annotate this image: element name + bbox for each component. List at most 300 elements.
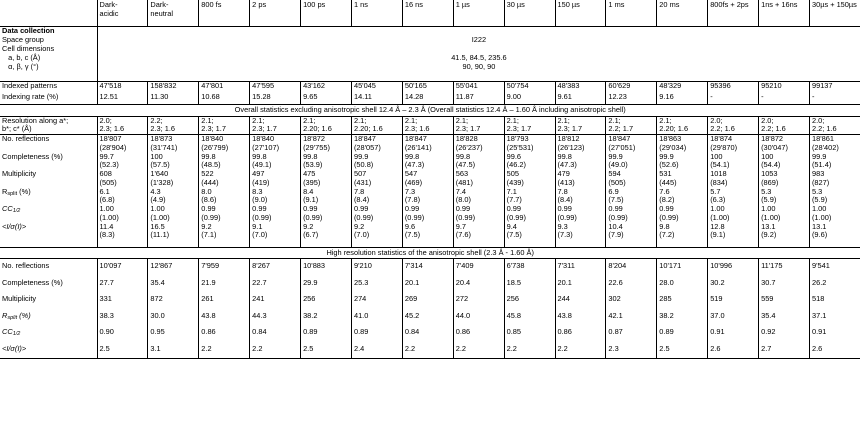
cell-line: 0.99: [659, 204, 674, 214]
cell: 43.8: [555, 309, 606, 326]
cell: [809, 223, 860, 241]
cell: [504, 116, 555, 135]
cell-line: (6.7): [303, 230, 319, 240]
cell: [708, 116, 759, 135]
cell: [606, 188, 657, 206]
cell-line: 9.3: [557, 221, 568, 231]
cell: [555, 153, 606, 171]
cell-line: 2.1;: [404, 115, 418, 125]
cell: 256: [301, 292, 352, 309]
cell: 30.7: [759, 276, 810, 293]
cell: 25.3: [351, 276, 402, 293]
cell: 2.6: [809, 342, 860, 359]
cell-line: (9.1): [303, 195, 319, 205]
cell-line: 2.1;: [659, 115, 672, 125]
cell: 38.3: [97, 309, 148, 326]
cell: [97, 223, 148, 241]
cell-line: 30µs + 150µs: [811, 0, 857, 9]
cell-line: (30'047): [761, 142, 788, 152]
table-row: [0, 93, 860, 105]
cell: 274: [351, 292, 402, 309]
cell-line: 983: [811, 169, 825, 179]
cell: [351, 116, 402, 135]
cell-line: 16.5: [150, 221, 165, 231]
cell: 10'171: [657, 259, 708, 276]
cell: [199, 170, 250, 188]
cell: [504, 188, 555, 206]
row-label: Multiplicity: [2, 294, 37, 304]
cell-line: 2 ps: [252, 0, 267, 9]
cell: 158'832: [148, 82, 199, 94]
cell-line: 2.1;: [201, 115, 214, 125]
cell-line: (0.99): [252, 212, 272, 222]
section-title: High resolution statistics of the anisotropic shell (2.3 Å - 1.60 Å): [326, 247, 534, 257]
cell: [759, 170, 810, 188]
cell: 43.8: [199, 309, 250, 326]
cell-line: (46.2): [506, 160, 526, 170]
cell: [199, 153, 250, 171]
cell-line: (52.3): [99, 160, 119, 170]
cell: [809, 116, 860, 135]
column-header: [453, 0, 504, 27]
cell: 45'045: [351, 82, 402, 94]
cell-line: 1.00: [761, 204, 776, 214]
row-label: Data collection: [2, 26, 55, 35]
cell-line: 7.3: [404, 186, 416, 196]
cell: [759, 153, 810, 171]
cell: [555, 223, 606, 241]
table-row: [0, 309, 860, 326]
cell: 0.89: [301, 325, 352, 342]
cell: [250, 135, 301, 153]
cell-line: 1.00: [710, 204, 725, 214]
cell-line: 99.9: [659, 151, 674, 161]
cell: [351, 223, 402, 241]
cell: [402, 135, 453, 153]
spacer: [759, 240, 810, 247]
cell-line: (7.5): [608, 195, 624, 205]
cell: 8'204: [606, 259, 657, 276]
cell-line: 2.20; 1.6: [659, 124, 689, 134]
cell-line: (7.5): [404, 230, 421, 240]
label-text: CC: [2, 204, 13, 214]
cell-line: (47.3): [404, 160, 425, 170]
cell: [555, 170, 606, 188]
cell: 37.0: [708, 309, 759, 326]
cell-line: 100 ps: [303, 0, 326, 9]
cell: [708, 170, 759, 188]
cell-line: 13.1: [811, 221, 827, 231]
cell-line: 11.4: [99, 221, 114, 231]
cell: 35.4: [759, 309, 810, 326]
cell: 0.86: [453, 325, 504, 342]
cell: [148, 188, 199, 206]
cell: 0.92: [759, 325, 810, 342]
row-label: Indexed patterns: [2, 81, 58, 90]
cell-line: Multiplicity: [2, 169, 37, 179]
cell: 9.61: [555, 93, 606, 105]
cell-line: 1.00: [811, 204, 827, 214]
cell: [606, 205, 657, 223]
cell-line: 18'847: [353, 134, 376, 144]
cell: [148, 116, 199, 135]
cell-line: 99.8: [303, 151, 318, 161]
spacer: [199, 240, 250, 247]
cell-line: (28'402): [811, 142, 839, 152]
cell: [199, 188, 250, 206]
cell-line: 547: [404, 169, 418, 179]
cell-line: (53.9): [303, 160, 323, 170]
column-header: [555, 0, 606, 27]
row-label: Cell dimensions: [2, 44, 55, 53]
row-label: [0, 309, 97, 326]
cell: 2.2: [453, 342, 504, 359]
cell-line: 18'861: [811, 134, 834, 144]
cell: 2.5: [657, 342, 708, 359]
data-collection-row: [0, 36, 860, 45]
cell: [504, 223, 555, 241]
cell-line: (7.0): [353, 230, 370, 240]
cell: [657, 205, 708, 223]
cell-line: 99.9: [608, 151, 623, 161]
row-value: 90, 90, 90: [97, 63, 860, 72]
cell: [708, 135, 759, 153]
cell-line: 2.1;: [455, 115, 469, 125]
cell-line: 2.20; 1.6: [303, 124, 332, 134]
spacer: [809, 240, 860, 247]
cell: 2.2: [504, 342, 555, 359]
cell: [708, 188, 759, 206]
cell: [402, 205, 453, 223]
cell-line: 505: [506, 169, 519, 179]
label-text: R: [2, 186, 8, 196]
cell-line: 475: [303, 169, 316, 179]
cell-line: (26'237): [455, 142, 483, 152]
row-label: Completeness (%): [2, 277, 63, 287]
cell: [504, 170, 555, 188]
cell-line: (431): [353, 177, 372, 187]
cell: [606, 223, 657, 241]
cell-line: 2.1;: [557, 115, 570, 125]
cell: [402, 170, 453, 188]
cell: 9'541: [809, 259, 860, 276]
cell-line: 18'793: [506, 134, 529, 144]
cell-line: 7.8: [557, 186, 568, 196]
cell-line: (9.1): [710, 230, 726, 240]
cell: 519: [708, 292, 759, 309]
cell: 11'175: [759, 259, 810, 276]
row-label: [0, 205, 97, 223]
cell: 44.3: [250, 309, 301, 326]
cell: -: [759, 93, 810, 105]
cell-line: (413): [557, 177, 575, 187]
cell: [250, 170, 301, 188]
cell-line: (0.99): [506, 212, 526, 222]
cell-line: (1.00): [811, 212, 832, 222]
cell-line: 2.1;: [506, 115, 519, 125]
cell: 2.6: [708, 342, 759, 359]
cell: 0.90: [97, 325, 148, 342]
cell: [453, 135, 504, 153]
header-corner: [0, 0, 97, 27]
cell-line: 2.0;: [761, 115, 774, 125]
cell: 15.28: [250, 93, 301, 105]
label-subscript: split: [7, 314, 18, 321]
row-label: [0, 325, 97, 342]
cell-line: 2.2; 1.7: [608, 124, 634, 134]
cell-line: 8.4: [303, 186, 314, 196]
cell: 9.00: [504, 93, 555, 105]
cell: 99137: [809, 82, 860, 94]
cell-line: 1.00: [99, 204, 114, 214]
cell-line: (54.1): [710, 160, 730, 170]
cell-line: 9.4: [506, 221, 517, 231]
table-row: [0, 342, 860, 359]
cell: [250, 205, 301, 223]
cell-line: 2.1;: [608, 115, 621, 125]
column-header: [606, 0, 657, 27]
cell-line: 2.0;: [811, 115, 825, 125]
cell: [97, 188, 148, 206]
cell: [301, 116, 352, 135]
table-row: [0, 116, 860, 135]
row-label: Space group: [2, 35, 44, 44]
cell-line: 18'847: [404, 134, 427, 144]
cell-line: (9.2): [761, 230, 777, 240]
cell: 18.5: [504, 276, 555, 293]
cell-line: (9.0): [252, 195, 268, 205]
cell: 8'267: [250, 259, 301, 276]
cell-line: 0.99: [608, 204, 623, 214]
cell-line: 608: [99, 169, 112, 179]
cell-line: (469): [404, 177, 423, 187]
row-label: [0, 170, 97, 188]
cell: 26.2: [809, 276, 860, 293]
cell-line: (48.5): [201, 160, 221, 170]
row-label: [0, 135, 97, 153]
cell: 241: [250, 292, 301, 309]
cell-line: 100: [761, 151, 774, 161]
cell-line: (49.0): [608, 160, 628, 170]
cell-line: (505): [608, 177, 626, 187]
cell: [148, 153, 199, 171]
cell: [606, 135, 657, 153]
cell: 7'314: [402, 259, 453, 276]
cell-line: 6.9: [608, 186, 619, 196]
cell-line: (27'051): [608, 142, 636, 152]
cell-line: (8.2): [659, 195, 675, 205]
cell-line: (6.8): [99, 195, 115, 205]
cell: 0.91: [708, 325, 759, 342]
cell: [301, 205, 352, 223]
cell: [453, 223, 504, 241]
cell-line: 99.8: [201, 151, 216, 161]
cell-line: 2.0;: [710, 115, 723, 125]
cell: 45.2: [402, 309, 453, 326]
cell-line: 18'873: [150, 134, 173, 144]
cell-line: 2.2; 1.6: [761, 124, 786, 134]
cell: 559: [759, 292, 810, 309]
cell-line: (834): [710, 177, 728, 187]
cell-line: 100: [710, 151, 723, 161]
cell-line: <I/σ(I)>: [2, 221, 27, 231]
cell-line: (26'141): [404, 142, 432, 152]
cell: 9'210: [351, 259, 402, 276]
cell-line: 12.8: [710, 221, 725, 231]
cell-line: (0.99): [608, 212, 628, 222]
cell-line: 800fs + 2ps: [710, 0, 749, 9]
cell: 7'409: [453, 259, 504, 276]
cell: 285: [657, 292, 708, 309]
cell: [759, 205, 810, 223]
cell: 0.87: [606, 325, 657, 342]
cell-line: (25'531): [506, 142, 534, 152]
cell-line: (505): [99, 177, 117, 187]
cell: [453, 170, 504, 188]
cell: [301, 223, 352, 241]
cell-line: (28'904): [99, 142, 127, 152]
cell-line: (827): [811, 177, 830, 187]
cell-line: 18'807: [99, 134, 122, 144]
cell-line: 30 µs: [506, 0, 525, 9]
table-row: [0, 276, 860, 293]
cell: [250, 153, 301, 171]
cell: 28.0: [657, 276, 708, 293]
cell: [199, 205, 250, 223]
cell: [301, 135, 352, 153]
cell-line: 150 µs: [557, 0, 580, 9]
cell: 95210: [759, 82, 810, 94]
column-header: [809, 0, 860, 27]
cell: [351, 153, 402, 171]
cell: 29.9: [301, 276, 352, 293]
cell: 518: [809, 292, 860, 309]
cell-line: 497: [252, 169, 265, 179]
cell-line: 2.2;: [150, 115, 163, 125]
cell: [148, 223, 199, 241]
cell-line: (11.1): [150, 230, 170, 240]
cell: [351, 170, 402, 188]
cell-line: (7.6): [455, 230, 471, 240]
cell: [250, 223, 301, 241]
label-subscript: 1/2: [12, 331, 21, 338]
cell-line: (0.99): [353, 212, 374, 222]
label-suffix: (%): [17, 310, 31, 320]
cell: [351, 205, 402, 223]
cell-line: (47.5): [455, 160, 476, 170]
cell: [148, 170, 199, 188]
cell: 244: [555, 292, 606, 309]
cell-line: 2.0;: [99, 115, 112, 125]
cell: 6'738: [504, 259, 555, 276]
cell: 2.2: [199, 342, 250, 359]
cell-line: (54.4): [761, 160, 781, 170]
table-row: [0, 259, 860, 276]
cell: [606, 170, 657, 188]
spacer: [250, 240, 301, 247]
cell-line: 18'872: [761, 134, 784, 144]
cell-line: 2.1;: [353, 115, 367, 125]
spacer: [301, 240, 352, 247]
cell: [148, 135, 199, 153]
spacer-row: [0, 240, 860, 247]
cell-line: Dark-: [150, 0, 169, 9]
cell-line: (6.3): [710, 195, 726, 205]
cell: 37.1: [809, 309, 860, 326]
spacer: [708, 240, 759, 247]
cell-line: b*; c* (Å): [2, 124, 32, 134]
cell: [453, 188, 504, 206]
cell: 331: [97, 292, 148, 309]
data-collection-row: [0, 63, 860, 72]
cell-line: (481): [455, 177, 473, 187]
cell: 11.30: [148, 93, 199, 105]
cell: [504, 205, 555, 223]
cell: 12.51: [97, 93, 148, 105]
data-collection-row: [0, 45, 860, 54]
cell-line: 9.2: [353, 221, 365, 231]
cell-line: (26'123): [557, 142, 585, 152]
cell-line: 18'828: [455, 134, 478, 144]
cell: [199, 135, 250, 153]
cell-line: (7.7): [506, 195, 522, 205]
cell: [402, 153, 453, 171]
cell-line: 7.4: [455, 186, 467, 196]
row-value: I222: [97, 36, 860, 45]
cell-line: (439): [506, 177, 524, 187]
label-subscript: 1/2: [12, 208, 21, 215]
cell-line: (7.1): [201, 230, 217, 240]
cell: -: [708, 93, 759, 105]
header-row: [0, 0, 860, 27]
cell-line: (28'057): [353, 142, 381, 152]
cell: [250, 188, 301, 206]
cell-line: acidic: [99, 8, 119, 18]
cell: [809, 153, 860, 171]
cell-line: (29'755): [303, 142, 330, 152]
row-label: Indexing rate (%): [2, 92, 59, 101]
cell: 2.5: [301, 342, 352, 359]
cell: 256: [504, 292, 555, 309]
cell: [708, 223, 759, 241]
cell-line: (0.99): [659, 212, 679, 222]
cell: [759, 188, 810, 206]
cell-line: 7.1: [506, 186, 517, 196]
cell-line: (395): [303, 177, 321, 187]
cell-line: (1'328): [150, 177, 174, 187]
cell-line: (8.6): [201, 195, 217, 205]
cell: 41.0: [351, 309, 402, 326]
cell: [301, 188, 352, 206]
spacer: [504, 240, 555, 247]
cell: [402, 116, 453, 135]
cell: 11.87: [453, 93, 504, 105]
cell: [759, 135, 810, 153]
cell-line: 0.99: [506, 204, 522, 214]
cell: 0.91: [809, 325, 860, 342]
cell-line: 2.1;: [252, 115, 265, 125]
cell-line: 18'840: [201, 134, 224, 144]
cell: 302: [606, 292, 657, 309]
cell: 7'959: [199, 259, 250, 276]
cell: [97, 170, 148, 188]
cell-line: 1ns + 16ns: [761, 0, 798, 9]
cell: [606, 153, 657, 171]
cell: 14.11: [351, 93, 402, 105]
cell: 10'883: [301, 259, 352, 276]
cell-line: 1053: [761, 169, 778, 179]
cell-line: (445): [659, 177, 677, 187]
